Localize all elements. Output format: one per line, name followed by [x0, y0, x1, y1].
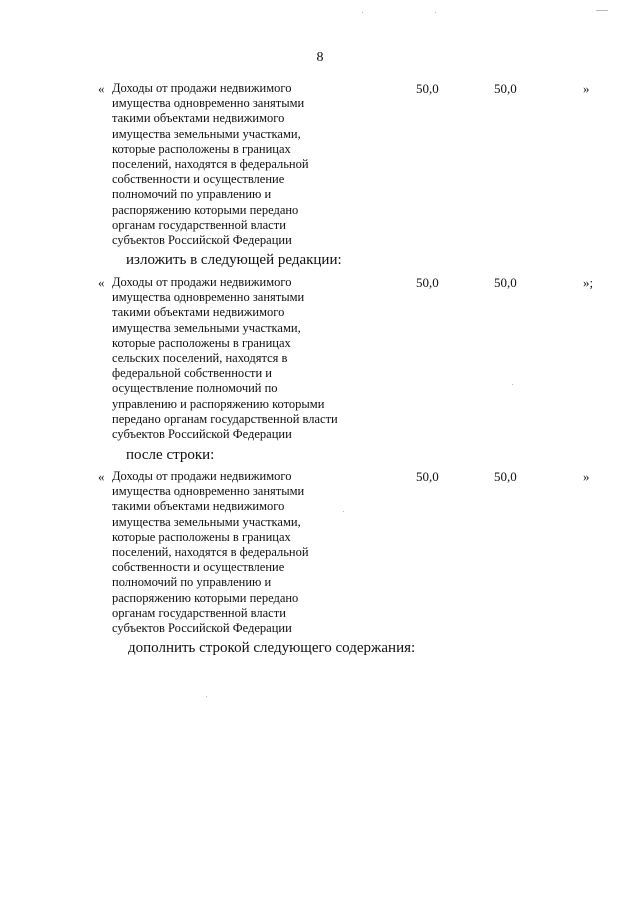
value-year-1: 50,0	[416, 81, 439, 96]
scan-speck	[512, 384, 513, 385]
closing-quote: »;	[583, 275, 594, 290]
income-description: Доходы от продажи недвижимого имущества одновременно занятыми такими объектами недвижимого имущества земельными участками, которые расположены в границах поселений, находятся в федеральной собственности и осуществление полномочий по управлению и распоряжению которыми передано органам государственной власти субъектов Российской Федерации	[112, 469, 309, 636]
page-number: 8	[316, 50, 324, 65]
scan-speck	[362, 12, 363, 13]
income-description: Доходы от продажи недвижимого имущества одновременно занятыми такими объектами недвижимого имущества земельными участками, которые расположены в границах поселений, находятся в федеральной собственности и осуществление полномочий по управлению и распоряжению которыми передано органам государственной власти субъектов Российской Федерации	[112, 81, 309, 248]
opening-quote: «	[98, 81, 105, 96]
scan-speck	[343, 511, 344, 512]
opening-quote: «	[98, 469, 105, 484]
value-year-1: 50,0	[416, 275, 439, 290]
value-year-2: 50,0	[494, 469, 517, 484]
value-year-2: 50,0	[494, 275, 517, 290]
instruction-add-line: дополнить строкой следующего содержания:	[128, 640, 416, 656]
value-year-1: 50,0	[416, 469, 439, 484]
income-description: Доходы от продажи недвижимого имущества одновременно занятыми такими объектами недвижимого имущества земельными участками, которые расположены в границах сельских поселений, находятся в федеральной собственности и осуществление полномочий по управлению и распоряжению которыми передано органам государственной власти субъектов Российской Федерации	[112, 275, 338, 442]
opening-quote: «	[98, 275, 105, 290]
closing-quote: »	[583, 469, 590, 484]
scan-speck	[596, 10, 608, 11]
instruction-after-line: после строки:	[126, 447, 215, 463]
instruction-replace: изложить в следующей редакции:	[126, 252, 342, 268]
value-year-2: 50,0	[494, 81, 517, 96]
scan-speck	[206, 696, 207, 697]
scan-speck	[435, 12, 436, 13]
closing-quote: »	[583, 81, 590, 96]
